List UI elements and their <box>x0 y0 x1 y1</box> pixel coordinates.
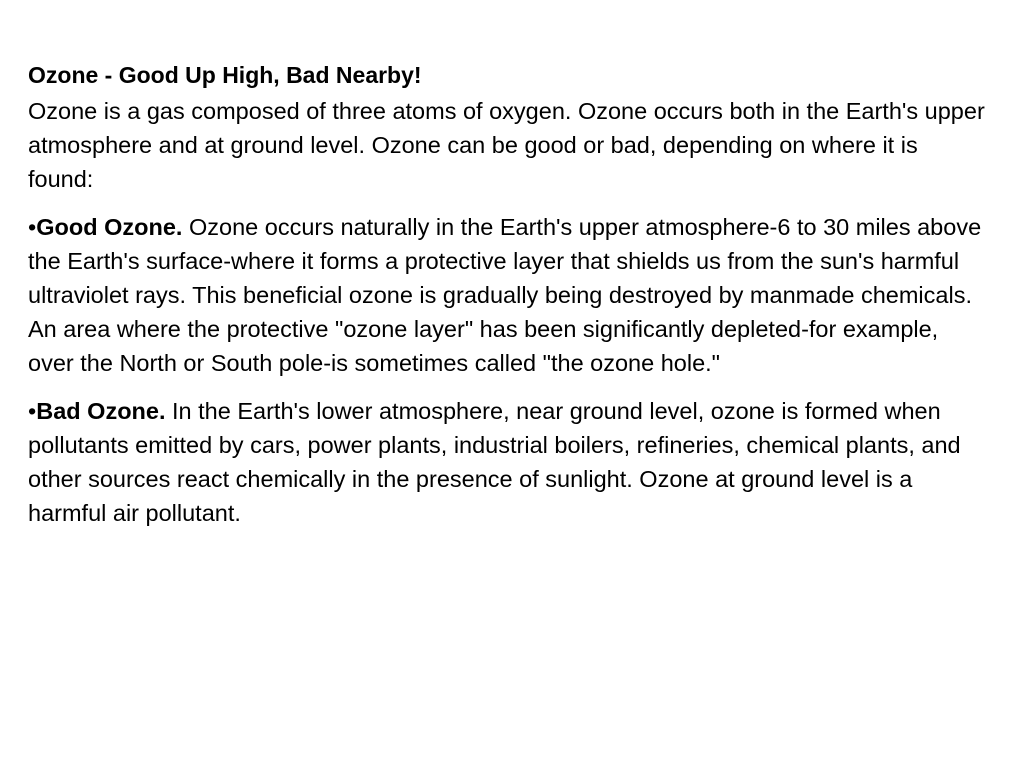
bullet-marker: • <box>28 214 37 240</box>
bullet-term-bad-ozone: Bad Ozone. <box>36 398 166 424</box>
bullet-term-good-ozone: Good Ozone. <box>36 214 183 240</box>
bullet-text-good-ozone: Ozone occurs naturally in the Earth's upper atmosphere-6 to 30 miles above the Earth's surface-where it forms a protective layer that shields us from the sun's harmful ultraviolet rays. This beneficial ozone is gradually being destroyed by manmade chemicals. An area where the protective "ozone layer" has been significantly depleted-for example, over the North or South pole-is sometimes called "the ozone hole." <box>28 214 982 376</box>
bullet-good-ozone <box>28 210 988 380</box>
slide-content <box>28 58 988 544</box>
intro-paragraph: Ozone is a gas composed of three atoms of oxygen. Ozone occurs both in the Earth's upper atmosphere and at ground level. Ozone can be good or bad, depending on where it is found: <box>28 98 985 192</box>
slide-title: Ozone - Good Up High, Bad Nearby! <box>28 62 422 88</box>
bullet-bad-ozone <box>28 394 988 530</box>
bullet-text-bad-ozone: In the Earth's lower atmosphere, near ground level, ozone is formed when pollutants emitted by cars, power plants, industrial boilers, refineries, chemical plants, and other sources react chemically in the presence of sunlight. Ozone at ground level is a harmful air pollutant. <box>28 398 961 526</box>
bullet-marker: • <box>28 398 37 424</box>
